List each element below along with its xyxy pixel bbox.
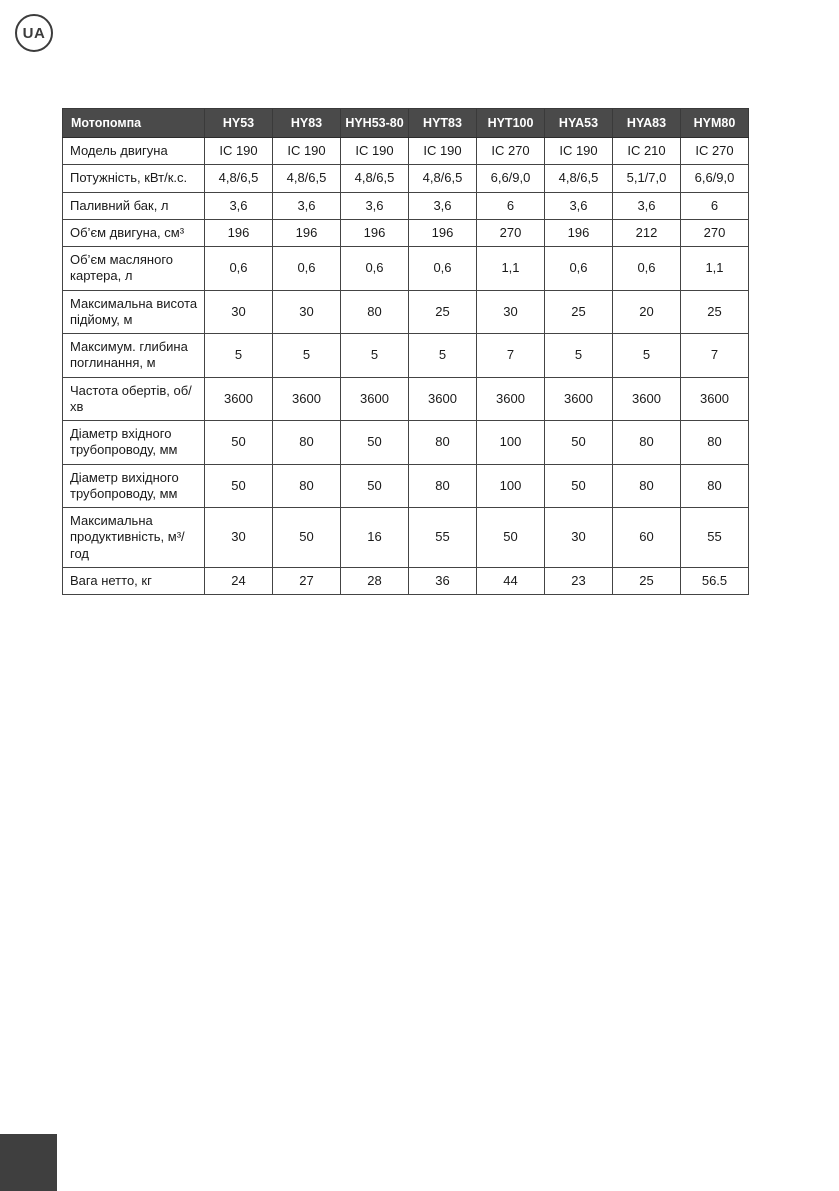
value-cell: IC 190 [341,138,409,165]
value-cell: 55 [409,508,477,568]
value-cell: 30 [477,290,545,334]
value-cell: 50 [273,508,341,568]
value-cell: IC 210 [613,138,681,165]
value-cell: 80 [681,421,749,465]
value-cell: IC 190 [409,138,477,165]
ua-badge-label: UA [22,24,46,42]
value-cell: IC 190 [205,138,273,165]
row-label: Паливний бак, л [63,192,205,219]
value-cell: 0,6 [545,247,613,291]
value-cell: 4,8/6,5 [273,165,341,192]
row-label: Максимальна продуктивність, м³/год [63,508,205,568]
row-label: Вага нетто, кг [63,567,205,594]
value-cell: 3600 [273,377,341,421]
value-cell: 3,6 [341,192,409,219]
value-cell: 24 [205,567,273,594]
value-cell: 4,8/6,5 [545,165,613,192]
value-cell: 0,6 [409,247,477,291]
value-cell: 196 [273,219,341,246]
value-cell: 1,1 [477,247,545,291]
row-label: Модель двигуна [63,138,205,165]
value-cell: 50 [341,464,409,508]
row-label: Максимум. глибина поглинання, м [63,334,205,378]
value-cell: 30 [205,508,273,568]
value-cell: 5 [409,334,477,378]
value-cell: 196 [205,219,273,246]
value-cell: 30 [273,290,341,334]
table-row [63,334,749,378]
value-cell: 30 [205,290,273,334]
value-cell: 0,6 [341,247,409,291]
value-cell: 16 [341,508,409,568]
table-row [63,247,749,291]
value-cell: 25 [681,290,749,334]
value-cell: 80 [341,290,409,334]
table-row [63,290,749,334]
value-cell: 3,6 [545,192,613,219]
value-cell: 3600 [205,377,273,421]
value-cell: 3,6 [273,192,341,219]
value-cell: 1,1 [681,247,749,291]
header-cell-model: HYA83 [613,109,681,138]
spec-table-container [62,108,749,595]
value-cell: 50 [341,421,409,465]
value-cell: 0,6 [205,247,273,291]
value-cell: 80 [409,464,477,508]
header-cell-model: HYH53-80 [341,109,409,138]
value-cell: 80 [273,464,341,508]
value-cell: 20 [613,290,681,334]
value-cell: 5 [205,334,273,378]
table-row [63,192,749,219]
value-cell: 6 [477,192,545,219]
value-cell: 3600 [341,377,409,421]
header-cell-model: HY83 [273,109,341,138]
value-cell: 3600 [613,377,681,421]
value-cell: 5 [545,334,613,378]
header-cell-model: HYA53 [545,109,613,138]
value-cell: 100 [477,464,545,508]
value-cell: 5 [341,334,409,378]
value-cell: 4,8/6,5 [205,165,273,192]
spec-table-head [63,109,749,138]
ua-language-badge [15,14,53,52]
value-cell: 80 [681,464,749,508]
table-row [63,377,749,421]
value-cell: 0,6 [273,247,341,291]
value-cell: 5 [613,334,681,378]
row-label: Потужність, кВт/к.с. [63,165,205,192]
value-cell: 7 [681,334,749,378]
spec-table-body [63,138,749,595]
value-cell: 55 [681,508,749,568]
value-cell: 80 [613,464,681,508]
value-cell: 3600 [477,377,545,421]
value-cell: 196 [409,219,477,246]
value-cell: 23 [545,567,613,594]
value-cell: 3600 [545,377,613,421]
value-cell: IC 270 [477,138,545,165]
value-cell: 7 [477,334,545,378]
value-cell: 4,8/6,5 [341,165,409,192]
value-cell: 50 [477,508,545,568]
value-cell: 3600 [409,377,477,421]
row-label: Діаметр вихідного трубопроводу, мм [63,464,205,508]
value-cell: IC 190 [273,138,341,165]
row-label: Діаметр вхідного трубопроводу, мм [63,421,205,465]
table-row [63,165,749,192]
value-cell: 56.5 [681,567,749,594]
header-cell-model: HYT83 [409,109,477,138]
value-cell: 27 [273,567,341,594]
table-row [63,567,749,594]
value-cell: 6,6/9,0 [477,165,545,192]
value-cell: 3,6 [409,192,477,219]
value-cell: 6,6/9,0 [681,165,749,192]
header-cell-model: HY53 [205,109,273,138]
row-label: Частота обертів, об/хв [63,377,205,421]
header-cell-model: HYM80 [681,109,749,138]
row-label: Об’єм двигуна, см³ [63,219,205,246]
value-cell: 3,6 [613,192,681,219]
value-cell: 5,1/7,0 [613,165,681,192]
value-cell: 44 [477,567,545,594]
value-cell: 270 [681,219,749,246]
header-row [63,109,749,138]
value-cell: 80 [409,421,477,465]
value-cell: 100 [477,421,545,465]
header-cell-model: HYT100 [477,109,545,138]
table-row [63,421,749,465]
value-cell: 80 [273,421,341,465]
value-cell: 6 [681,192,749,219]
value-cell: 25 [613,567,681,594]
table-row [63,219,749,246]
table-row [63,464,749,508]
spec-table [62,108,749,595]
value-cell: 28 [341,567,409,594]
value-cell: 4,8/6,5 [409,165,477,192]
value-cell: 25 [409,290,477,334]
value-cell: 0,6 [613,247,681,291]
value-cell: 212 [613,219,681,246]
value-cell: 50 [545,421,613,465]
row-label: Об’єм масляного картера, л [63,247,205,291]
value-cell: 270 [477,219,545,246]
value-cell: 50 [205,464,273,508]
value-cell: IC 190 [545,138,613,165]
value-cell: 3600 [681,377,749,421]
value-cell: 196 [341,219,409,246]
value-cell: 50 [545,464,613,508]
value-cell: 30 [545,508,613,568]
header-cell-title: Мотопомпа [63,109,205,138]
value-cell: 3,6 [205,192,273,219]
value-cell: 196 [545,219,613,246]
table-row [63,508,749,568]
value-cell: IC 270 [681,138,749,165]
value-cell: 25 [545,290,613,334]
table-row [63,138,749,165]
value-cell: 60 [613,508,681,568]
value-cell: 36 [409,567,477,594]
value-cell: 5 [273,334,341,378]
value-cell: 80 [613,421,681,465]
row-label: Максимальна висота підйому, м [63,290,205,334]
value-cell: 50 [205,421,273,465]
page-corner-block [0,1134,57,1191]
